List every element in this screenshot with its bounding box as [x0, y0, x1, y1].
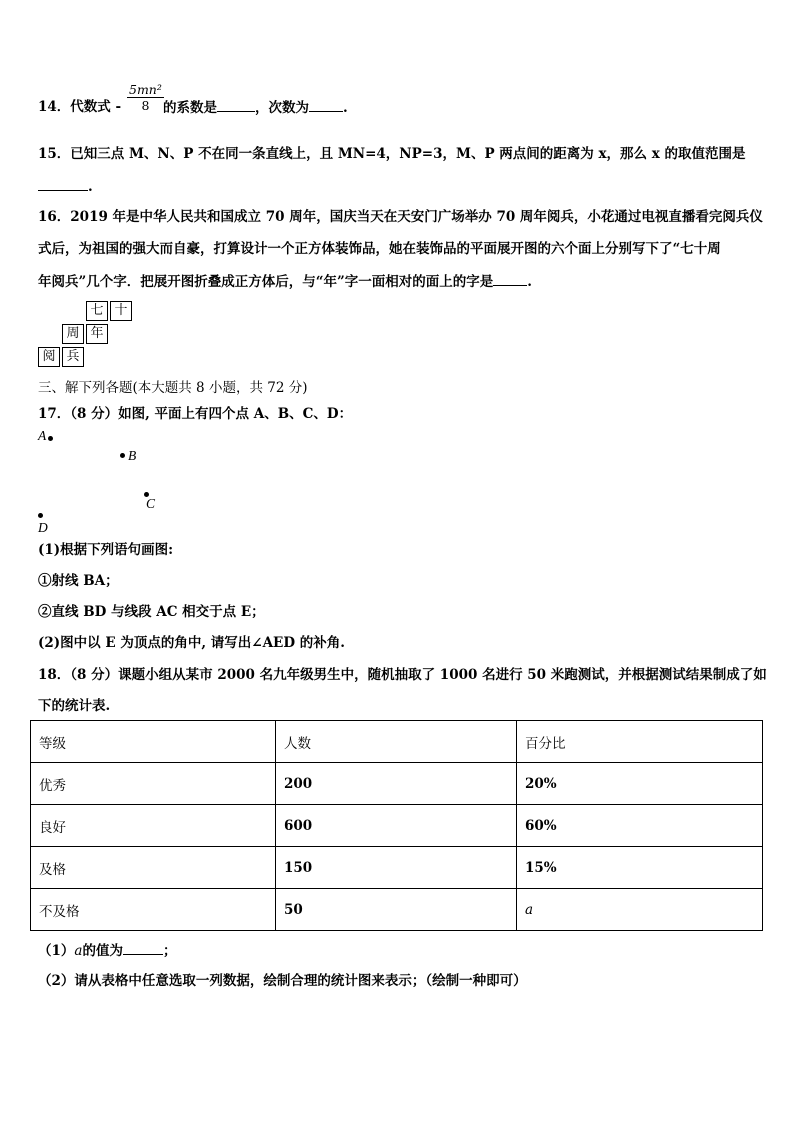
net-cell-zhou: 周 [62, 324, 84, 344]
q14-degree-blank[interactable] [309, 99, 343, 112]
net-cell-qi: 七 [86, 301, 108, 321]
point-a-dot [48, 436, 53, 441]
q16-end: . [527, 274, 532, 290]
q18-line1: 18．（8 分）课题小组从某市 2000 名九年级男生中，随机抽取了 1000 名进行 50 米跑测试，并根据测试结果制成了如 [38, 667, 767, 683]
net-cell-bing: 兵 [62, 347, 84, 367]
q14-coefficient-blank[interactable] [217, 99, 255, 112]
cell-grade: 良好 [31, 805, 276, 847]
q15-blank[interactable] [38, 178, 88, 191]
cell-count: 150 [276, 847, 517, 889]
q17-item1: ①射线 BA； [38, 573, 119, 589]
q16-line3-text: 年阅兵”几个字．把展开图折叠成正方体后，与“年”字一面相对的面上的字是 [38, 274, 494, 290]
cell-count: 600 [276, 805, 517, 847]
q16-line2: 式后，为祖国的强大而自豪，打算设计一个正方体装饰品，她在装饰品的平面展开图的六个面上分别写下了“七十周 [38, 241, 721, 257]
cell-grade: 不及格 [31, 889, 276, 931]
q14-degree-text: ，次数为 [255, 100, 309, 116]
net-cell-yue: 阅 [38, 347, 60, 367]
q17-part2: (2)图中以 E 为顶点的角中, 请写出∠AED 的补角. [38, 635, 345, 651]
q18-sub1-text: 的值为 [82, 943, 123, 959]
q14-rest [163, 99, 348, 116]
cell-count: 50 [276, 889, 517, 931]
q14-denominator: 8 [141, 98, 150, 113]
q18-sub1 [38, 942, 176, 959]
table-row [31, 889, 763, 931]
q18-sub1-prefix: （1） [38, 943, 75, 959]
cell-percent: 20% [517, 763, 763, 805]
header-percent: 百分比 [517, 721, 763, 763]
cell-percent: a [517, 889, 763, 931]
q18-sub1-variable: a [74, 943, 83, 959]
q14-coefficient-text: 的系数是 [163, 100, 217, 116]
table-row [31, 805, 763, 847]
q18-sub1-end: ； [162, 943, 177, 959]
point-b-label: B [128, 448, 137, 463]
q14-prefix: 14．代数式 - [38, 99, 122, 115]
q17-part1: (1)根据下列语句画图: [38, 542, 174, 558]
cell-percent: 60% [517, 805, 763, 847]
section-3-title: 三、解下列各题(本大题共 8 小题，共 72 分) [38, 380, 308, 396]
point-c-label: C [146, 496, 156, 511]
q14-fraction [127, 82, 164, 113]
table-row [31, 847, 763, 889]
q16-line1: 16．2019 年是中华人民共和国成立 70 周年，国庆当天在天安门广场举办 70 周年阅兵，小花通过电视直播看完阅兵仪 [38, 209, 763, 225]
q16-line3 [38, 273, 532, 290]
point-a-label: A [38, 428, 47, 443]
q18-sub1-blank[interactable] [123, 942, 163, 955]
q14-end: . [343, 100, 348, 116]
q17-item2: ②直线 BD 与线段 AC 相交于点 E； [38, 604, 265, 620]
q15-line2 [38, 178, 93, 195]
point-b-dot [120, 453, 125, 458]
point-d-label: D [38, 520, 48, 535]
cell-percent: 15% [517, 847, 763, 889]
q16-blank[interactable] [493, 273, 527, 286]
net-cell-nian: 年 [86, 324, 108, 344]
net-cell-shi: 十 [110, 301, 132, 321]
cell-count: 200 [276, 763, 517, 805]
q14-line [38, 99, 121, 115]
q18-sub2: （2）请从表格中任意选取一列数据，绘制合理的统计图来表示；（绘制一种即可） [38, 973, 527, 989]
cell-grade: 优秀 [31, 763, 276, 805]
q18-line2: 下的统计表. [38, 698, 111, 714]
table-header-row [31, 721, 763, 763]
header-count: 人数 [276, 721, 517, 763]
grade-table [30, 720, 763, 931]
q17-stem: 17．（8 分）如图, 平面上有四个点 A、B、C、D： [38, 406, 353, 422]
q15-line1: 15．已知三点 M、N、P 不在同一条直线上，且 MN=4，NP=3，M、P 两点间的距离为 x，那么 x 的取值范围是 [38, 146, 746, 162]
table-row [31, 763, 763, 805]
header-grade: 等级 [31, 721, 276, 763]
q14-numerator: 5mn² [129, 82, 162, 97]
cell-grade: 及格 [31, 847, 276, 889]
q15-end: . [88, 179, 93, 195]
point-d-dot [38, 513, 43, 518]
